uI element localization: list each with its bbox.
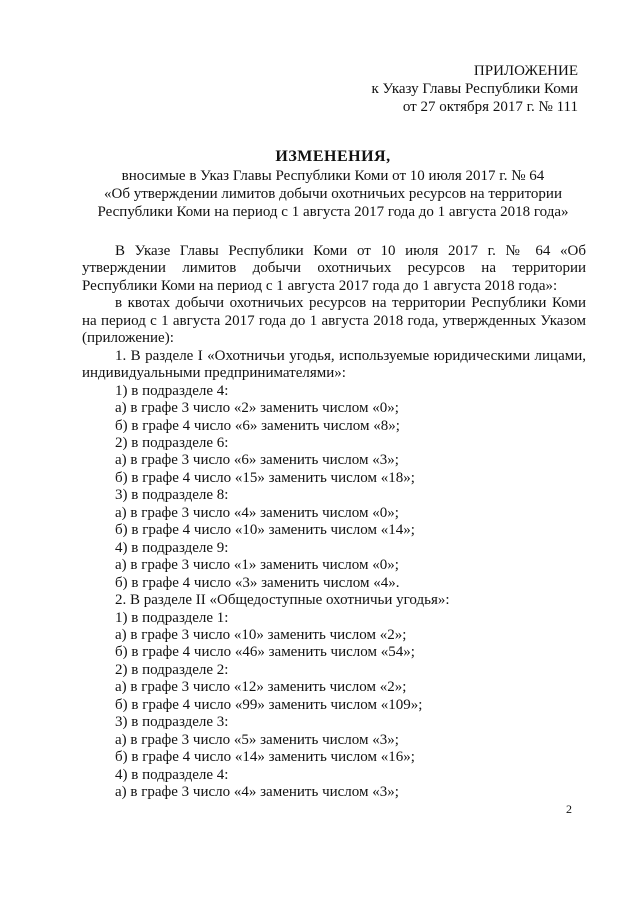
list-item: б) в графе 4 число «6» заменить числом «8»;	[115, 417, 400, 434]
list-item: а) в графе 3 число «10» заменить числом «2»;	[115, 626, 407, 643]
list-item: а) в графе 3 число «12» заменить числом «2»;	[115, 679, 407, 696]
list-item: 1) в подразделе 1:	[115, 609, 229, 626]
list-item: б) в графе 4 число «14» заменить числом «16»;	[115, 749, 415, 766]
list-item: б) в графе 4 число «15» заменить числом «18»;	[115, 469, 415, 486]
list-item: 3) в подразделе 3:	[115, 714, 229, 731]
paragraph-intro: В Указе Главы Республики Коми от 10 июля 2017 г. № 64 «Об утверждении лимитов добычи охотничьих ресурсов на территории Республики Коми на период с 1 августа 2017 года до 1 августа 2018 года»:	[82, 243, 586, 294]
appendix-date: от 27 октября 2017 г. № 111	[402, 99, 578, 115]
list-item: а) в графе 3 число «5» заменить числом «3»;	[115, 731, 399, 748]
list-item: 4) в подразделе 9:	[115, 539, 229, 556]
page-number: 2	[566, 802, 572, 816]
document-heading	[80, 147, 586, 221]
appendix-title: ПРИЛОЖЕНИЕ	[473, 63, 578, 79]
list-item: б) в графе 4 число «46» заменить числом «54»;	[115, 644, 415, 661]
paragraph-section-1: 1. В разделе I «Охотничьи угодья, используемые юридическими лицами, индивидуальными предпринимателями»:	[82, 347, 586, 382]
heading-line-1: вносимые в Указ Главы Республики Коми от 10 июля 2017 г. № 64	[121, 168, 545, 184]
list-item: 2) в подразделе 6:	[115, 434, 229, 451]
list-item: б) в графе 4 число «99» заменить числом «109»;	[115, 696, 423, 713]
section-2-items	[82, 610, 586, 802]
appendix-block	[371, 62, 578, 116]
list-item: б) в графе 4 число «3» заменить числом «4».	[115, 574, 400, 591]
list-item: а) в графе 3 число «6» заменить числом «3»;	[115, 452, 399, 469]
section-1-items	[82, 383, 586, 592]
heading-line-3: Республики Коми на период с 1 августа 2017 года до 1 августа 2018 года»	[97, 204, 569, 220]
document-body	[82, 243, 586, 802]
list-item: а) в графе 3 число «2» заменить числом «0»;	[115, 400, 399, 417]
list-item: а) в графе 3 число «4» заменить числом «0»;	[115, 504, 399, 521]
list-item: а) в графе 3 число «4» заменить числом «3»;	[115, 784, 399, 801]
paragraph-section-2: 2. В разделе II «Общедоступные охотничьи угодья»:	[115, 592, 450, 609]
heading-title: ИЗМЕНЕНИЯ,	[275, 148, 391, 165]
list-item: б) в графе 4 число «10» заменить числом «14»;	[115, 522, 415, 539]
list-item: 2) в подразделе 2:	[115, 661, 229, 678]
list-item: 1) в подразделе 4:	[115, 382, 229, 399]
appendix-decree-ref: к Указу Главы Республики Коми	[371, 81, 578, 97]
list-item: 3) в подразделе 8:	[115, 487, 229, 504]
heading-line-2: «Об утверждении лимитов добычи охотничьих ресурсов на территории	[104, 186, 562, 202]
list-item: а) в графе 3 число «1» заменить числом «0»;	[115, 557, 399, 574]
list-item: 4) в подразделе 4:	[115, 766, 229, 783]
paragraph-quotas: в квотах добычи охотничьих ресурсов на территории Республики Коми на период с 1 августа 2017 года до 1 августа 2018 года, утвержденных Указом (приложение):	[82, 295, 586, 347]
